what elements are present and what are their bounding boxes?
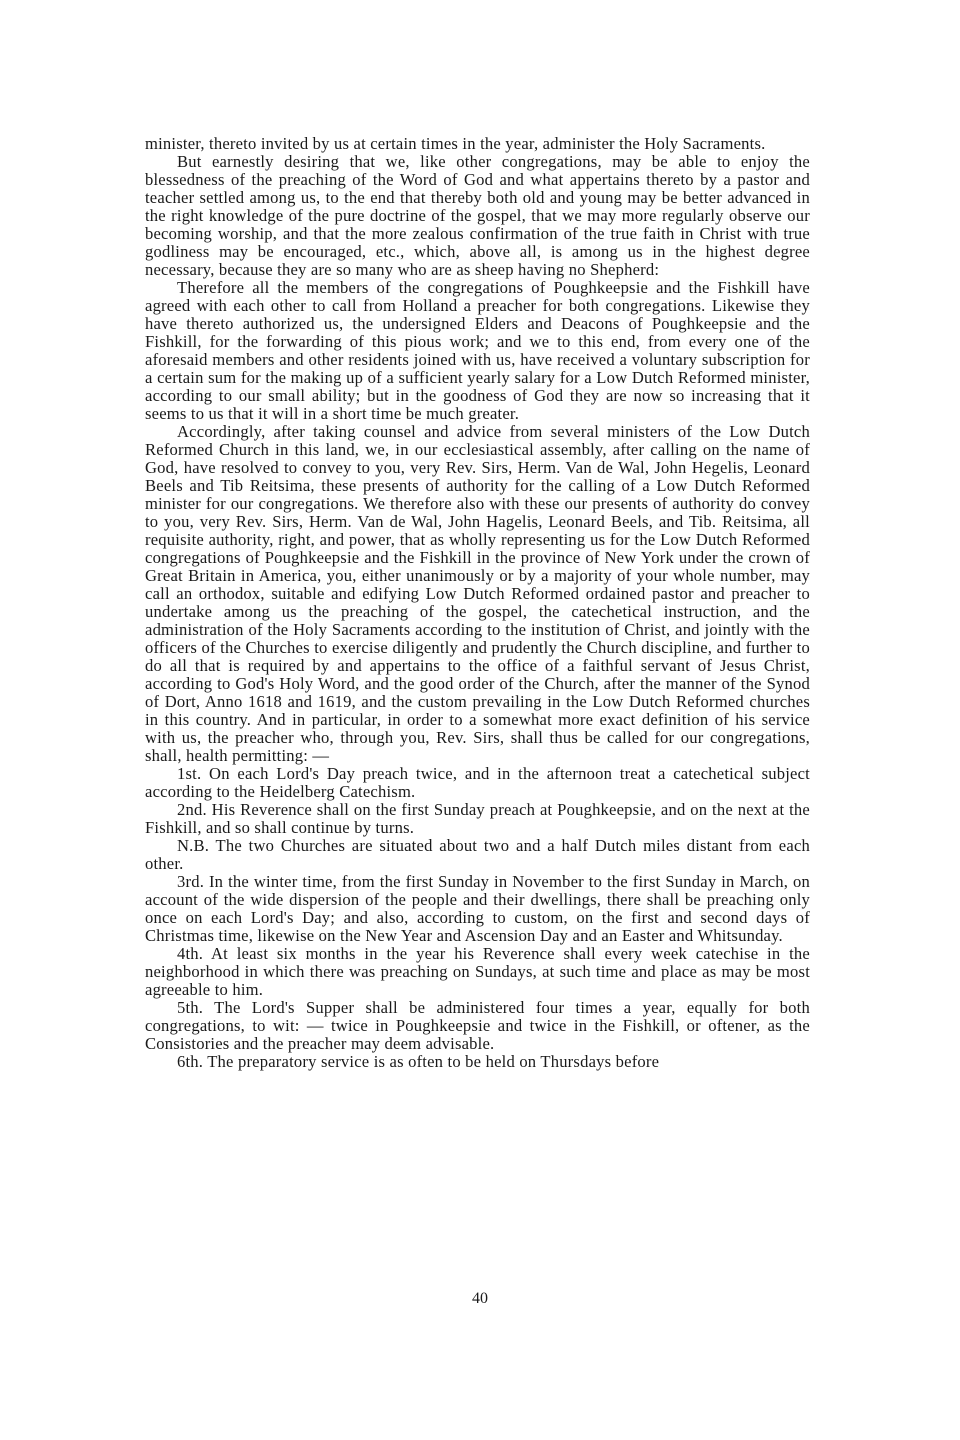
document-body — [145, 135, 810, 1071]
list-item-1st: 1st. On each Lord's Day preach twice, and in the afternoon treat a catechetical subject according to the Heidelberg Catechism. — [145, 764, 810, 801]
paragraph-therefore: Therefore all the members of the congregations of Poughkeepsie and the Fishkill have agreed with each other to call from Holland a preacher for both congregations. Likewise they have thereto authorized us, the undersigned Elders and Deacons of Poughkeepsie and the Fishkill, for the forwarding of this pious work; and we to this end, from every one of the aforesaid members and other residents joined with us, have received a voluntary subscription for a certain sum for the making up of a sufficient yearly salary for a Low Dutch Reformed minister, according to our small ability; but in the goodness of God they are now so increasing that it seems to us that it will in a short time be much greater. — [145, 278, 810, 423]
paragraph-continuation: minister, thereto invited by us at certain times in the year, administer the Holy Sacraments. — [145, 134, 766, 153]
page-number: 40 — [472, 1290, 488, 1307]
list-item-4th: 4th. At least six months in the year his Reverence shall every week catechise in the neighborhood in which there was preaching on Sundays, at such time and place as may be most agreeable to him. — [145, 944, 810, 999]
list-item-2nd: 2nd. His Reverence shall on the first Sunday preach at Poughkeepsie, and on the next at the Fishkill, and so shall continue by turns. — [145, 800, 810, 837]
paragraph-desire: But earnestly desiring that we, like other congregations, may be able to enjoy the blessedness of the preaching of the Word of God and what appertains thereto by a pastor and teacher settled among us, to the end that thereby both old and young may be better advanced in the right knowledge of the pure doctrine of the gospel, that we may more regularly observe our becoming worship, and that the more zealous confirmation of the true faith in Christ with true godliness may be encouraged, etc., which, above all, is among us in the highest degree necessary, because they are so many who are as sheep having no Shepherd: — [145, 152, 810, 279]
paragraph-accordingly: Accordingly, after taking counsel and advice from several ministers of the Low Dutch Reformed Church in this land, we, in our ecclesiastical assembly, after calling on the name of God, have resolved to convey to you, very Rev. Sirs, Herm. Van de Wal, John Hegelis, Leonard Beels and Tib Reitsima, these presents of authority for the calling of a Low Dutch Reformed minister for our congregations. We therefore also with these our presents of authority do convey to you, very Rev. Sirs, Herm. Van de Wal, John Hagelis, Leonard Beels, and Tib. Reitsima, all requisite authority, right, and power, that as wholly representing us for the Low Dutch Reformed congregations of Poughkeepsie and the Fishkill in the province of New York under the crown of Great Britain in America, you, either unanimously or by a majority of your whole number, may call an orthodox, suitable and edifying Low Dutch Reformed ordained pastor and preacher to undertake among us the preaching of the gospel, the catechetical instruction, and the administration of the Holy Sacraments according to the institution of Christ, and jointly with the officers of the Churches to exercise diligently and prudently the Church discipline, and further to do all that is required by and appertains to the office of a faithful servant of Jesus Christ, according to God's Holy Word, and the good order of the Church, after the manner of the Synod of Dort, Anno 1618 and 1619, and the custom prevailing in the Low Dutch Reformed churches in this country. And in particular, in order to a somewhat more exact definition of his service with us, the preacher who, through you, Rev. Sirs, shall thus be called for our congregations, shall, health permitting: — — [145, 422, 810, 765]
list-item-5th: 5th. The Lord's Supper shall be administered four times a year, equally for both congregations, to wit: — twice in Poughkeepsie and twice in the Fishkill, or oftener, as the Consistories and the preacher may deem advisable. — [145, 998, 810, 1053]
list-item-6th: 6th. The preparatory service is as often to be held on Thursdays before — [177, 1052, 660, 1071]
list-item-nb: N.B. The two Churches are situated about two and a half Dutch miles distant from each other. — [145, 836, 810, 873]
list-item-3rd: 3rd. In the winter time, from the first Sunday in November to the first Sunday in March, on account of the wide dispersion of the people and their dwellings, there shall be preaching only once on each Lord's Day; and also, according to custom, on the first and second days of Christmas time, likewise on the New Year and Ascension Day and an Easter and Whitsunday. — [145, 872, 810, 945]
